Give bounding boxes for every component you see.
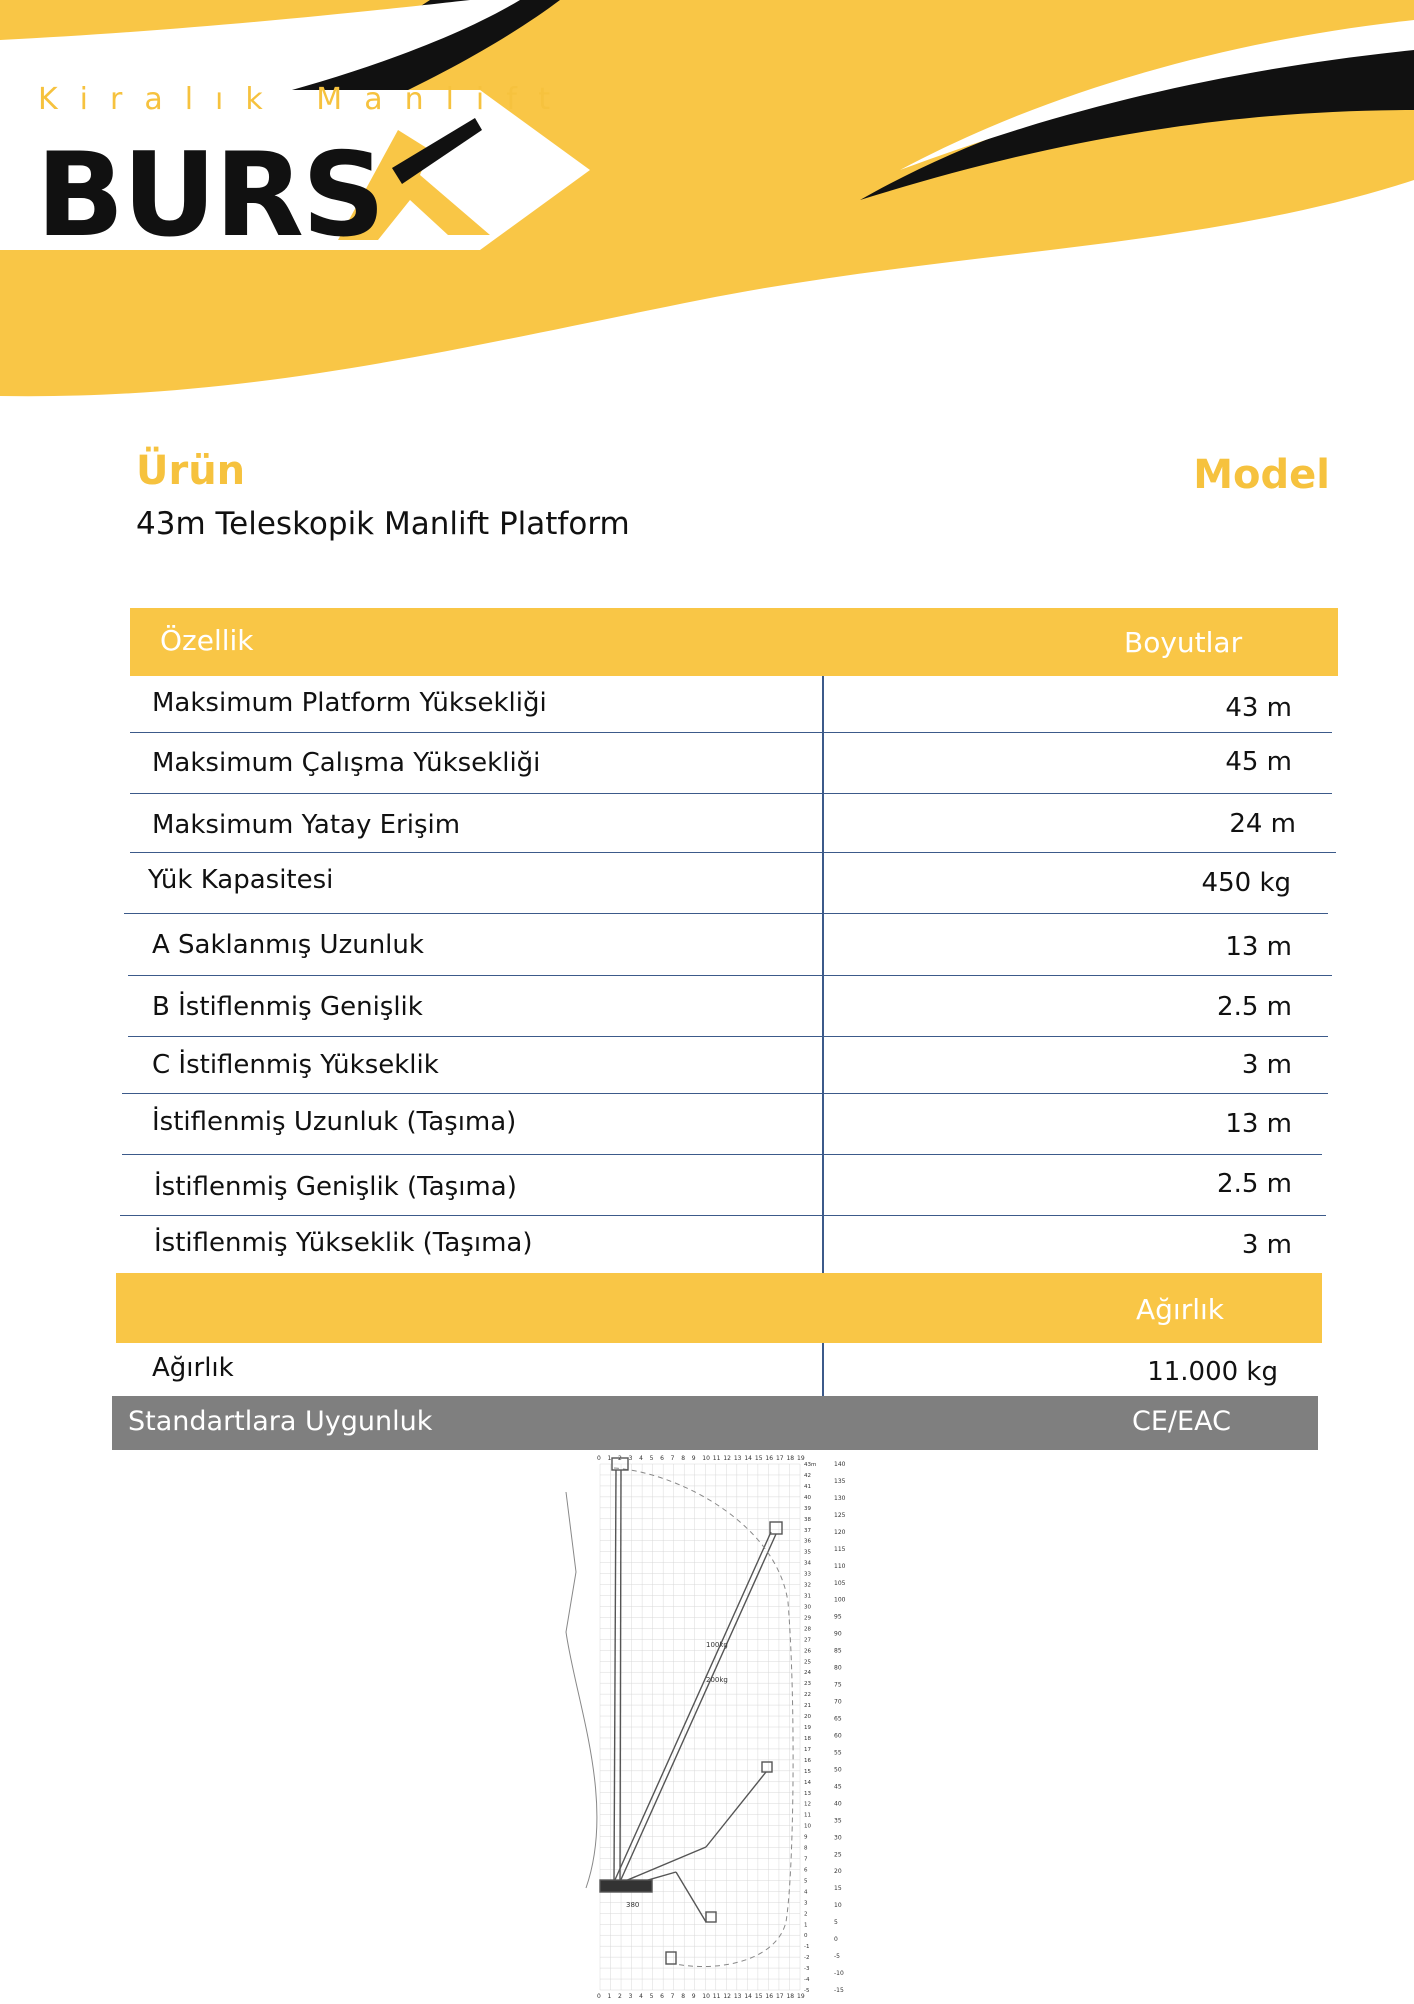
spec-row [122, 1094, 1322, 1155]
y-tick-label-m: 36 [804, 1538, 811, 1545]
standards-row [112, 1396, 1318, 1450]
spec-row [130, 794, 1336, 853]
standards-key: Standartlara Uygunluk [128, 1406, 433, 1437]
x-tick-label: 13 [733, 1993, 742, 2000]
spec-value: 3 m [1241, 1050, 1292, 1080]
y-tick-label-ft: 10 [834, 1902, 842, 1910]
y-tick-label-ft: -5 [834, 1953, 840, 1961]
spec-row [120, 1216, 1332, 1272]
y-tick-label-m: -4 [804, 1977, 810, 1984]
y-tick-label-m: 22 [804, 1692, 811, 1699]
spec-value: 3 m [1241, 1230, 1292, 1260]
y-tick-label-m: 20 [804, 1714, 811, 1721]
x-tick-label: 15 [754, 1455, 763, 1462]
y-tick-label-ft: 45 [834, 1783, 842, 1791]
y-tick-label-ft: 120 [834, 1528, 846, 1536]
model-label: Model [1193, 452, 1330, 498]
dimension-label: 380 [626, 1901, 640, 1909]
y-tick-label-ft: 90 [834, 1630, 842, 1638]
y-tick-label-m: 40 [804, 1494, 811, 1501]
y-tick-label-m: 42 [804, 1472, 811, 1479]
x-tick-label: 6 [660, 1455, 664, 1462]
y-tick-label-m: 25 [804, 1659, 811, 1666]
x-tick-label: 12 [723, 1993, 731, 2000]
y-tick-label-m: 15 [804, 1768, 811, 1775]
spec-key: A Saklanmış Uzunluk [152, 930, 424, 960]
x-tick-label: 16 [765, 1993, 774, 2000]
x-tick-label: 9 [691, 1993, 696, 2000]
y-tick-label-m: 33 [804, 1571, 811, 1578]
spec-value: 13 m [1225, 1109, 1292, 1139]
y-tick-label-ft: 60 [834, 1732, 842, 1740]
x-tick-label: 5 [649, 1993, 654, 2000]
y-tick-label-ft: 20 [834, 1868, 842, 1876]
y-tick-label-ft: 40 [834, 1800, 842, 1808]
x-tick-label: 19 [797, 1993, 805, 2000]
load-label-100kg: 100kg [706, 1641, 728, 1649]
spec-row [130, 733, 1332, 794]
y-tick-label-m: 19 [804, 1725, 811, 1731]
x-tick-label: 11 [712, 1455, 721, 1462]
spec-value: 43 m [1225, 693, 1292, 723]
y-tick-label-ft: 65 [834, 1715, 842, 1723]
x-tick-label: 15 [754, 1993, 763, 2000]
y-tick-label-m: -5 [804, 1988, 810, 1994]
y-tick-label-ft: 80 [834, 1664, 842, 1672]
x-tick-label: 4 [639, 1455, 643, 1462]
weight-value: 11.000 kg [1147, 1357, 1278, 1387]
spec-row [124, 853, 1328, 914]
spec-row [130, 676, 1332, 733]
weight-key: Ağırlık [152, 1353, 234, 1383]
y-tick-label-m: 17 [804, 1746, 811, 1753]
weight-row [116, 1343, 1322, 1396]
x-tick-label: 0 [597, 1455, 601, 1462]
y-tick-label-m: 32 [804, 1582, 811, 1589]
y-tick-label-m: 2 [804, 1911, 808, 1918]
y-tick-label-ft: 100 [834, 1596, 846, 1604]
y-tick-label-m: -1 [804, 1944, 810, 1951]
dimensions-column-header: Boyutlar [1124, 626, 1243, 659]
y-tick-label-m: 4 [804, 1889, 808, 1896]
spec-key: C İstiflenmiş Yükseklik [152, 1050, 439, 1080]
y-tick-label-m: 43m [804, 1462, 817, 1468]
x-tick-label: 4 [639, 1993, 643, 2000]
x-tick-label: 3 [628, 1455, 633, 1462]
spec-key: Yük Kapasitesi [148, 865, 334, 895]
y-tick-label-ft: 125 [834, 1511, 846, 1519]
x-tick-label: 2 [618, 1455, 622, 1462]
spec-key: İstiflenmiş Uzunluk (Taşıma) [152, 1107, 517, 1137]
spec-key: Maksimum Çalışma Yüksekliği [152, 748, 541, 778]
y-tick-label-ft: 25 [834, 1851, 842, 1859]
y-tick-label-m: 6 [804, 1867, 808, 1874]
x-tick-label: 12 [723, 1455, 731, 1462]
spec-key: İstiflenmiş Genişlik (Taşıma) [154, 1172, 517, 1202]
y-tick-label-ft: 30 [834, 1834, 842, 1842]
y-tick-label-m: 24 [804, 1670, 811, 1677]
x-tick-label: 10 [702, 1455, 710, 1462]
y-tick-label-m: 27 [804, 1637, 811, 1644]
y-tick-label-ft: -10 [834, 1970, 844, 1978]
brand-tagline: Kiralık Manlift [38, 82, 573, 117]
y-tick-label-m: 16 [804, 1757, 811, 1764]
y-tick-label-m: 29 [804, 1615, 811, 1622]
x-tick-label: 1 [607, 1455, 612, 1462]
y-tick-label-m: 37 [804, 1527, 811, 1534]
header-banner [0, 0, 1414, 420]
spec-row [122, 1037, 1328, 1094]
spec-value: 450 kg [1201, 868, 1291, 898]
y-tick-label-m: 3 [804, 1900, 808, 1907]
y-tick-label-m: 11 [804, 1812, 811, 1819]
y-tick-label-m: 13 [804, 1790, 811, 1797]
y-tick-label-m: 28 [804, 1626, 811, 1633]
working-range-diagram [556, 1452, 866, 2000]
x-tick-label: 0 [597, 1993, 601, 2000]
x-tick-label: 19 [797, 1455, 805, 1462]
x-tick-label: 8 [681, 1455, 686, 1462]
x-tick-label: 14 [744, 1455, 753, 1462]
y-tick-label-m: 30 [804, 1604, 811, 1611]
y-tick-label-ft: 15 [834, 1885, 842, 1893]
x-tick-label: 18 [786, 1993, 795, 2000]
y-tick-label-ft: 130 [834, 1494, 846, 1502]
brand-logo-text: BURS [36, 128, 384, 263]
spec-value: 2.5 m [1217, 992, 1292, 1022]
spec-key: Maksimum Platform Yüksekliği [152, 688, 547, 718]
y-tick-label-m: 12 [804, 1801, 811, 1808]
y-tick-label-m: 38 [804, 1516, 811, 1523]
y-tick-label-m: 23 [804, 1681, 811, 1688]
y-tick-label-m: 34 [804, 1560, 811, 1567]
y-tick-label-ft: 85 [834, 1647, 842, 1655]
spec-value: 24 m [1229, 809, 1296, 839]
spec-key: B İstiflenmiş Genişlik [152, 992, 423, 1022]
y-tick-label-m: 21 [804, 1703, 811, 1710]
standards-value: CE/EAC [1132, 1406, 1231, 1437]
y-tick-label-m: 10 [804, 1823, 811, 1830]
spec-table-header [130, 608, 1338, 676]
x-tick-label: 14 [744, 1993, 753, 2000]
x-tick-label: 17 [775, 1455, 784, 1462]
spec-row [128, 914, 1332, 976]
y-tick-label-ft: -15 [834, 1987, 844, 1994]
x-tick-label: 3 [628, 1993, 633, 2000]
x-tick-label: 2 [618, 1993, 622, 2000]
spec-row [120, 1155, 1326, 1216]
working-range-chart [556, 1452, 866, 2000]
spec-key: Maksimum Yatay Erişim [152, 810, 461, 840]
x-tick-label: 7 [670, 1455, 675, 1462]
y-tick-label-ft: 5 [834, 1919, 838, 1927]
y-tick-label-ft: 140 [834, 1461, 846, 1468]
x-tick-label: 6 [660, 1993, 664, 2000]
y-tick-label-m: 1 [804, 1922, 808, 1929]
feature-column-header: Özellik [160, 624, 254, 657]
y-tick-label-m: 31 [804, 1593, 811, 1600]
y-tick-label-ft: 95 [834, 1613, 842, 1621]
x-tick-label: 10 [702, 1993, 710, 2000]
y-tick-label-m: 35 [804, 1549, 811, 1556]
x-tick-label: 5 [649, 1455, 654, 1462]
y-tick-label-ft: 50 [834, 1766, 842, 1774]
x-tick-label: 18 [786, 1455, 795, 1462]
spec-row [128, 976, 1328, 1037]
spec-key: İstiflenmiş Yükseklik (Taşıma) [154, 1228, 533, 1258]
y-tick-label-m: 39 [804, 1505, 811, 1512]
y-tick-label-ft: 135 [834, 1477, 846, 1485]
y-tick-label-ft: 70 [834, 1698, 842, 1706]
x-tick-label: 8 [681, 1993, 686, 2000]
y-tick-label-m: 18 [804, 1735, 811, 1742]
spec-value: 45 m [1225, 747, 1292, 777]
y-tick-label-m: 7 [804, 1856, 808, 1863]
y-tick-label-ft: 110 [834, 1562, 846, 1570]
x-tick-label: 16 [765, 1455, 774, 1462]
y-tick-label-m: 9 [804, 1834, 808, 1841]
y-tick-label-ft: 115 [834, 1545, 846, 1553]
y-tick-label-m: 0 [804, 1933, 808, 1940]
y-tick-label-ft: 35 [834, 1817, 842, 1825]
y-tick-label-ft: 105 [834, 1579, 846, 1587]
y-tick-label-m: 5 [804, 1878, 808, 1885]
x-tick-label: 11 [712, 1993, 721, 2000]
y-tick-label-m: 41 [804, 1483, 811, 1490]
x-tick-label: 7 [670, 1993, 675, 2000]
x-tick-label: 13 [733, 1455, 742, 1462]
y-tick-label-m: -3 [804, 1966, 810, 1973]
spec-value: 2.5 m [1217, 1169, 1292, 1199]
x-tick-label: 17 [775, 1993, 784, 2000]
y-tick-label-ft: 55 [834, 1749, 842, 1757]
y-tick-label-m: 8 [804, 1845, 808, 1852]
y-tick-label-ft: 0 [834, 1936, 838, 1944]
y-tick-label-m: 26 [804, 1648, 811, 1655]
product-label: Ürün [136, 448, 246, 494]
y-tick-label-ft: 75 [834, 1681, 842, 1689]
y-tick-label-m: -2 [804, 1955, 810, 1962]
spec-value: 13 m [1225, 932, 1292, 962]
product-name: 43m Teleskopik Manlift Platform [136, 506, 630, 542]
x-tick-label: 1 [607, 1993, 612, 2000]
load-label-200kg: 200kg [706, 1676, 728, 1684]
weight-column-header: Ağırlık [1136, 1293, 1224, 1326]
x-tick-label: 9 [691, 1455, 696, 1462]
y-tick-label-m: 14 [804, 1779, 811, 1786]
weight-table-header [116, 1273, 1322, 1343]
